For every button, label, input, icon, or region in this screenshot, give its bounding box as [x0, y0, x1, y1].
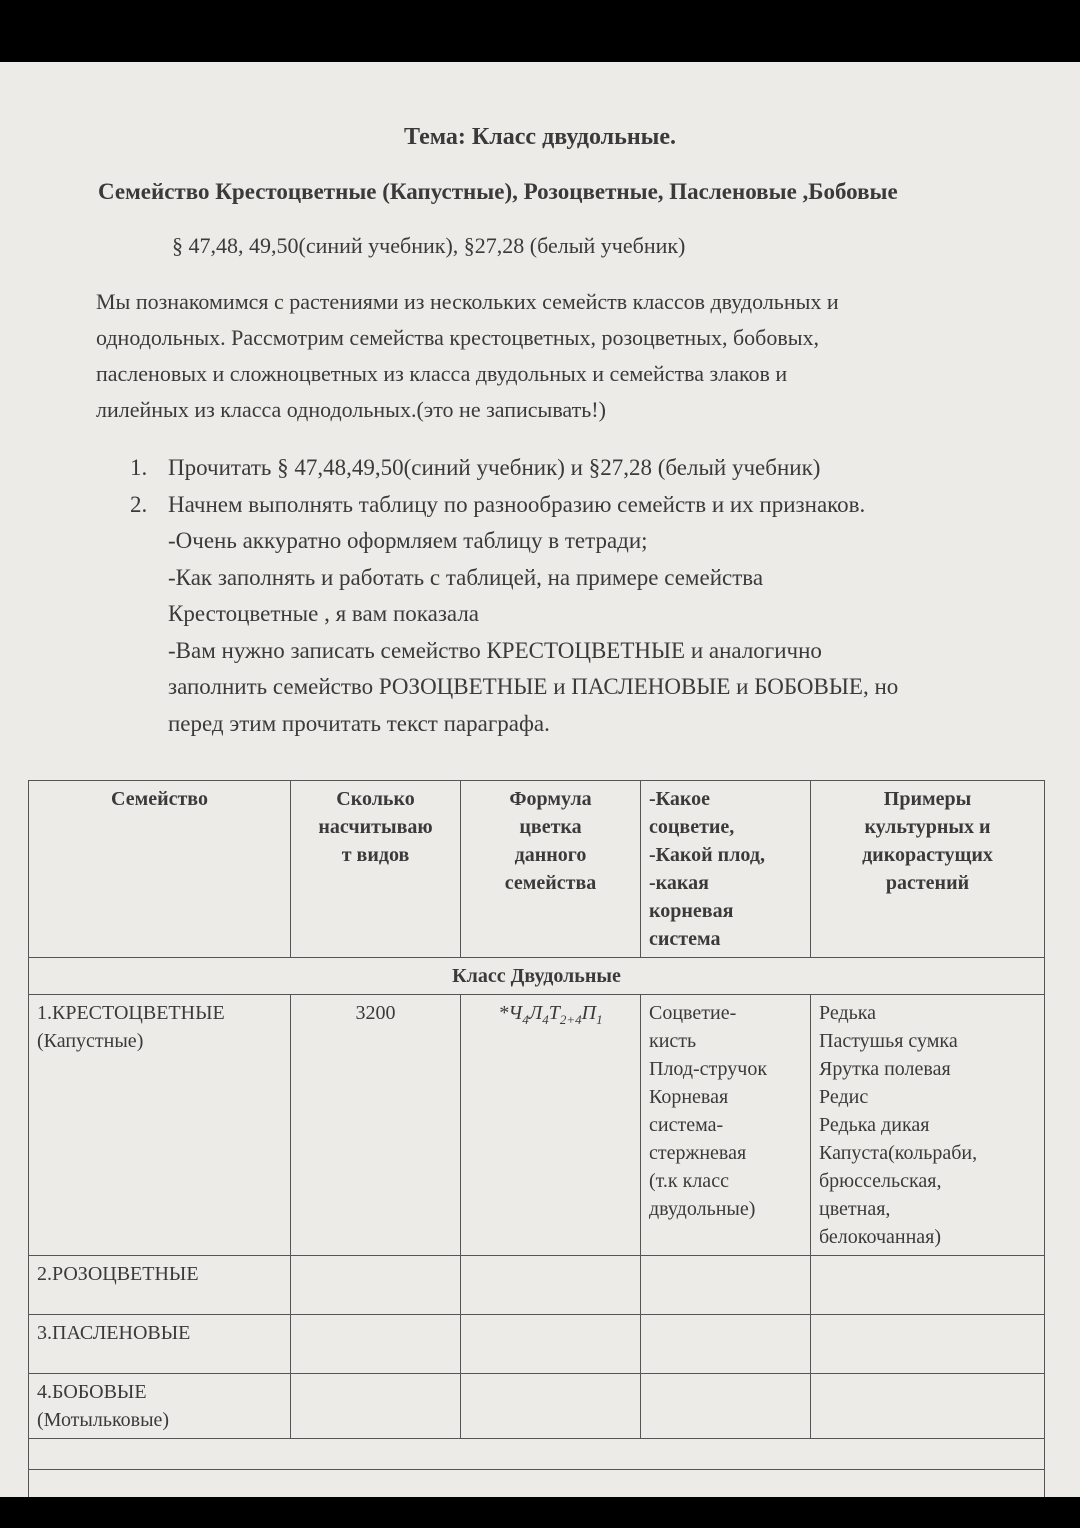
page-title: Тема: Класс двудольные. — [403, 124, 677, 150]
list-number: 1. — [130, 455, 148, 480]
table-row — [29, 1315, 1045, 1374]
intro-line: Мы познакомимся с растениями из нескольких семейств классов двудольных и — [96, 289, 839, 314]
count-cell — [291, 1256, 461, 1315]
task-list — [130, 450, 1070, 742]
family-cell: 4.БОБОВЫЕ (Мотыльковые) — [29, 1374, 291, 1439]
count-cell — [291, 1315, 461, 1374]
blank-cell — [29, 1470, 1045, 1498]
textbook-references: § 47,48, 49,50(синий учебник), §27,28 (белый учебник) — [172, 233, 686, 258]
list-sub-line: заполнить семейство РОЗОЦВЕТНЫЕ и ПАСЛЕНОВЫЕ и БОБОВЫЕ, но — [168, 674, 899, 699]
list-text: Начнем выполнять таблицу по разнообразию семейств и их признаков. — [168, 491, 866, 517]
list-sub-line: -Очень аккуратно оформляем таблицу в тетради; — [168, 528, 648, 553]
header-traits: -Какое соцветие, -Какой плод, -какая корневая система — [641, 781, 811, 958]
list-sub-line: Крестоцветные , я вам показала — [168, 601, 480, 626]
count-cell — [291, 1374, 461, 1439]
formula-cell — [461, 1256, 641, 1315]
intro-paragraph — [96, 284, 1056, 428]
examples-cell: Редька Пастушья сумка Ярутка полевая Редис Редька дикая Капуста(кольраби, брюссельская, цветная, белокочанная) — [811, 995, 1045, 1256]
list-text: Прочитать § 47,48,49,50(синий учебник) и §27,28 (белый учебник) — [168, 455, 821, 480]
traits-cell — [641, 1315, 811, 1374]
family-cell: 1.КРЕСТОЦВЕТНЫЕ (Капустные) — [29, 995, 291, 1256]
table-row — [29, 1374, 1045, 1439]
formula-cell — [461, 1374, 641, 1439]
table-row — [29, 1256, 1045, 1315]
list-sub-line: -Вам нужно записать семейство КРЕСТОЦВЕТНЫЕ и аналогично — [168, 637, 822, 663]
intro-line: пасленовых и сложноцветных из класса двудольных и семейства злаков и — [96, 361, 788, 386]
traits-cell: Соцветие- кисть Плод-стручок Корневая система- стержневая (т.к класс двудольные) — [641, 995, 811, 1256]
traits-cell — [641, 1374, 811, 1439]
header-formula: Формула цветка данного семейства — [461, 781, 641, 958]
header-count: Сколько насчитываю т видов — [291, 781, 461, 958]
table-header-row — [29, 781, 1045, 958]
header-examples: Примеры культурных и дикорастущих растений — [811, 781, 1045, 958]
examples-cell — [811, 1315, 1045, 1374]
examples-cell — [811, 1256, 1045, 1315]
page-subtitle: Семейство Крестоцветные (Капустные), Розоцветные, Пасленовые ,Бобовые — [98, 179, 898, 204]
list-number: 2. — [130, 491, 148, 517]
traits-cell — [641, 1256, 811, 1315]
list-sub-line: перед этим прочитать текст параграфа. — [168, 710, 550, 736]
list-sub-line: -Как заполнять и работать с таблицей, на примере семейства — [168, 564, 764, 590]
formula-cell — [461, 1315, 641, 1374]
examples-cell — [811, 1374, 1045, 1439]
list-item — [130, 487, 1070, 524]
family-cell: 2.РОЗОЦВЕТНЫЕ — [29, 1256, 291, 1315]
table-row — [29, 995, 1045, 1256]
class-label: Класс Двудольные — [29, 958, 1045, 995]
count-cell: 3200 — [291, 995, 461, 1256]
document-page — [0, 62, 1080, 1497]
table-row — [29, 1439, 1045, 1470]
family-cell: 3.ПАСЛЕНОВЫЕ — [29, 1315, 291, 1374]
intro-line: однодольных. Рассмотрим семейства крестоцветных, розоцветных, бобовых, — [96, 325, 820, 350]
class-row — [29, 958, 1045, 995]
header-family: Семейство — [29, 781, 291, 958]
formula-cell: $*Ч_4Л_4Т_{2+4}П_1$ — [461, 995, 641, 1256]
families-table — [28, 780, 1045, 1497]
blank-cell — [29, 1439, 1045, 1470]
list-item — [130, 450, 1070, 487]
intro-line: лилейных из класса однодольных.(это не записывать!) — [96, 397, 606, 422]
table-row — [29, 1470, 1045, 1498]
